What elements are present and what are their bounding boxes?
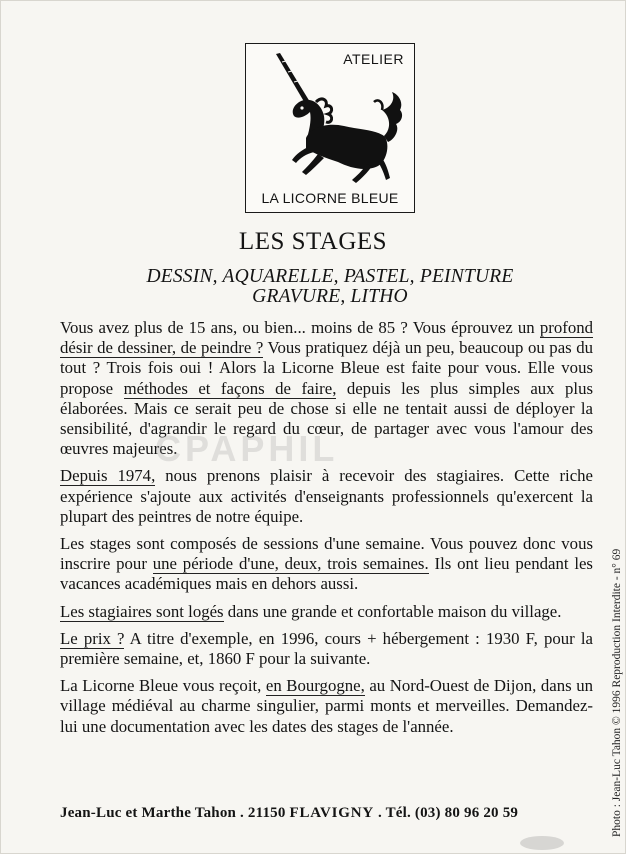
logo-name-text: LA LICORNE BLEUE xyxy=(261,190,399,206)
text-run: Ils ont lieu pendant les vacances académiques mais en dehors aussi. xyxy=(60,554,593,594)
underlined-phrase: une période d'une, deux, trois semaines. xyxy=(152,554,429,574)
subtitle-line-2: GRAVURE, LITHO xyxy=(252,286,408,307)
text-run: La Licorne Bleue vous reçoit, xyxy=(60,676,266,696)
paragraph-lodging xyxy=(60,602,593,622)
underlined-phrase: méthodes et façons de faire, xyxy=(123,378,337,398)
footer-phone: . Tél. (03) 80 96 20 59 xyxy=(374,805,519,821)
underlined-phrase: Les stagiaires sont logés xyxy=(60,601,224,621)
text-run: dans une grande et confortable maison du village. xyxy=(223,601,562,621)
footer-town: FLAVIGNY xyxy=(289,805,374,821)
text-run: Vous avez plus de 15 ans, ou bien... moins de 85 ? Vous éprouvez un xyxy=(60,318,540,337)
underlined-phrase: Depuis 1974, xyxy=(60,466,156,486)
body-text xyxy=(60,318,593,744)
paragraph-intro xyxy=(60,318,593,459)
unicorn-icon xyxy=(266,50,406,186)
text-run: au Nord-Ouest de Dijon, dans un village médiéval au charme singulier, parmi monts et merveilles. Demandez-lui une documentation avec les dates des stages de l'année. xyxy=(60,676,593,736)
underlined-phrase: en Bourgogne, xyxy=(265,676,365,696)
text-run: depuis les plus simples aux plus élaborées. Mais ce serait peu de chose si elle ne tentait aussi de déployer la sensibilité, d'agrandir le regard du cœur, de partager avec vous l'amour des œuvres majeures. xyxy=(60,378,593,459)
contact-footer xyxy=(60,805,518,822)
subtitle-line-1: DESSIN, AQUARELLE, PASTEL, PEINTURE xyxy=(146,266,514,287)
paragraph-price xyxy=(60,629,593,669)
postmark-smudge xyxy=(520,836,564,850)
paragraph-sessions xyxy=(60,534,593,595)
text-run: Les stages sont composés de sessions d'une semaine. Vous pouvez donc vous inscrire pour xyxy=(60,534,593,574)
underlined-phrase: profond désir de dessiner, de peindre ? xyxy=(60,318,593,358)
photo-credit: Photo : Jean-Luc Tahon © 1996 Reproduction Interdite - n° 69 xyxy=(611,548,623,837)
footer-names: Jean-Luc et Marthe Tahon . 21150 xyxy=(60,805,290,821)
watermark: CPAPHIL xyxy=(155,428,339,469)
text-run: A titre d'exemple, en 1996, cours + hébergement : 1930 F, pour la première semaine, et, 1860 F pour la suivante. xyxy=(60,628,593,669)
logo-atelier-text: ATELIER xyxy=(343,51,404,67)
atelier-logo xyxy=(245,43,415,213)
page-title: LES STAGES xyxy=(238,228,388,255)
paragraph-history xyxy=(60,466,593,527)
text-run: nous prenons plaisir à recevoir des stagiaires. Cette riche expérience s'ajoute aux activités d'enseignants professionnels qu'exercent la plupart des peintres de notre équipe. xyxy=(60,466,593,526)
underlined-phrase: Le prix ? xyxy=(60,628,125,648)
paragraph-location xyxy=(60,676,593,737)
text-run: Vous pratiquez déjà un peu, beaucoup ou pas du tout ? Trois fois oui ! Alors la Licorne Bleue est faite pour vous. Elle vous propose xyxy=(60,338,593,398)
